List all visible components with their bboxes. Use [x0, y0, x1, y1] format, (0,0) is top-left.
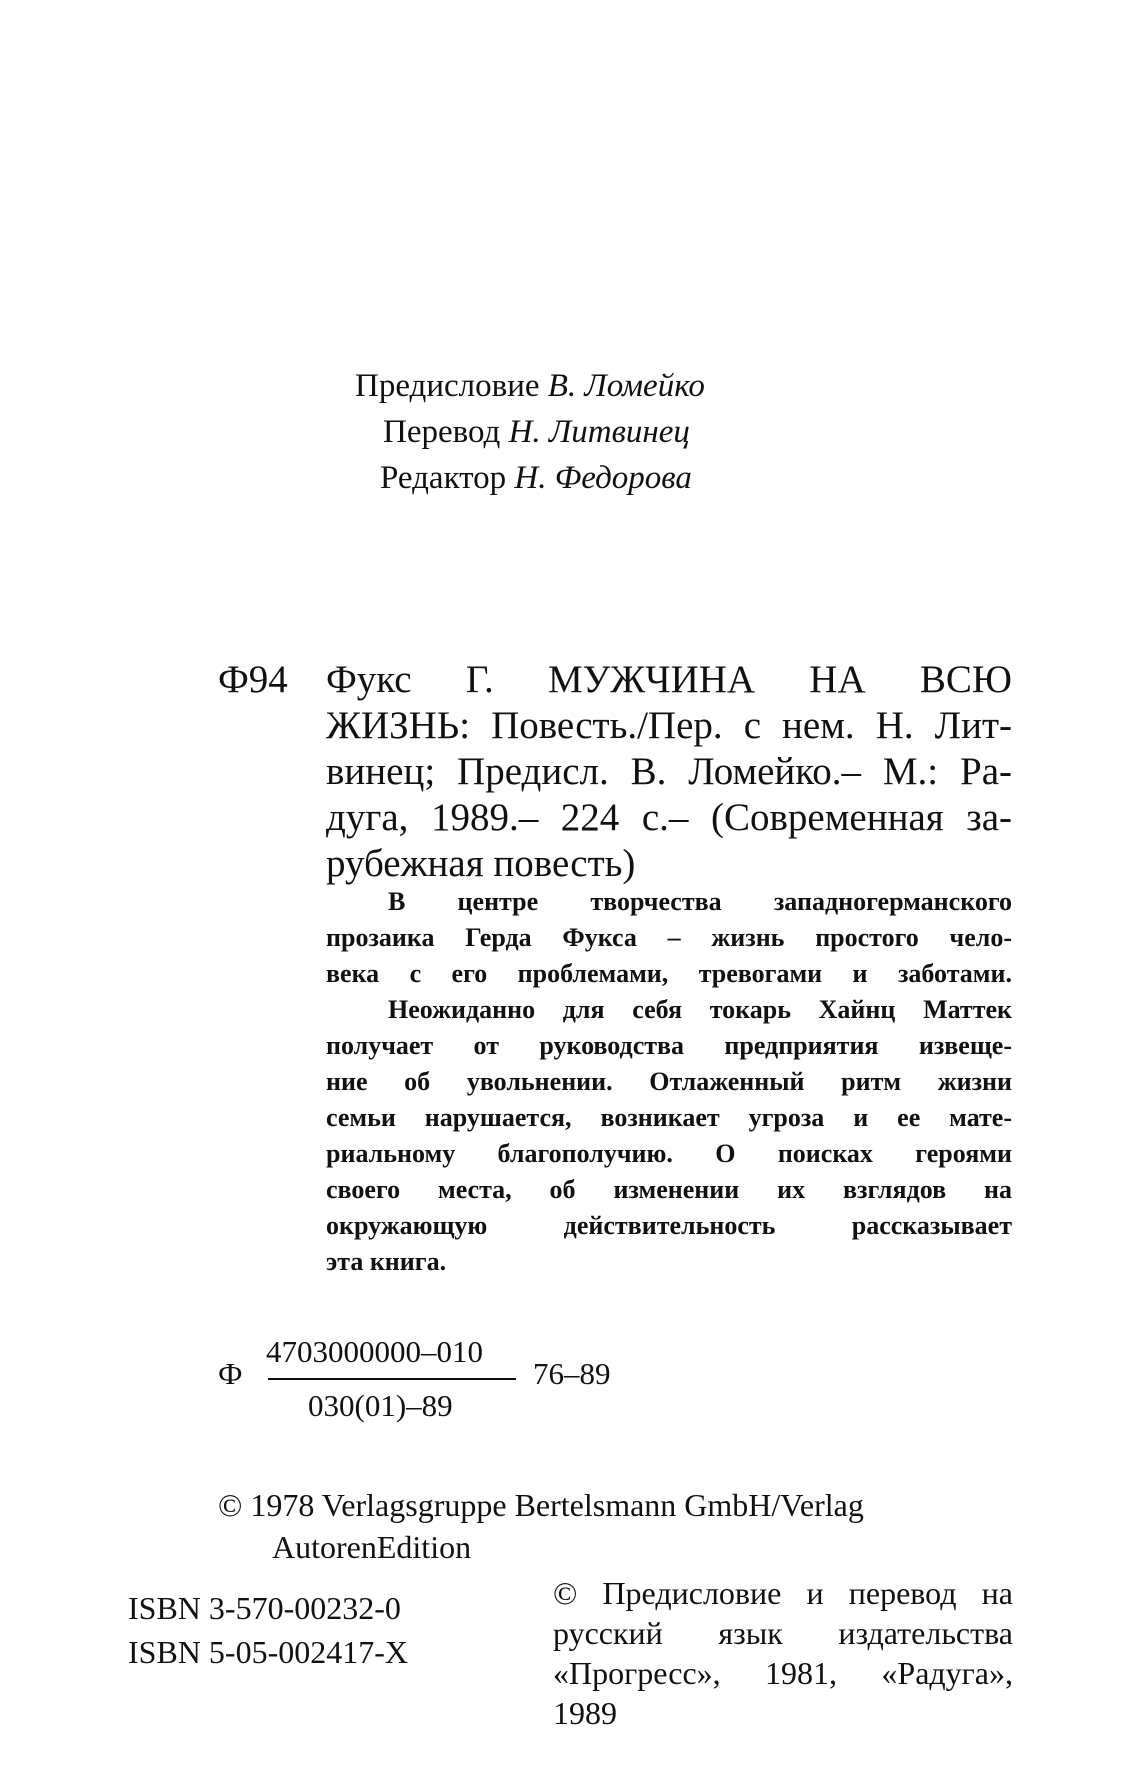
- editor-credit: [355, 455, 705, 501]
- abstract-line: Неожиданно для себя токарь Хайнц Маттек: [388, 995, 1012, 1024]
- copyright-original-line: © 1978 Verlagsgruppe Bertelsmann GmbH/Verlag: [218, 1487, 864, 1523]
- copyright-russian-line: русский язык издательства: [553, 1615, 1013, 1651]
- index-denominator: 030(01)–89: [308, 1388, 453, 1423]
- abstract-line: эта книга.: [326, 1247, 447, 1276]
- translation-label: Перевод: [383, 414, 501, 450]
- catalog-code: Ф94: [218, 658, 288, 701]
- isbn-line: ISBN 5-05-002417-X: [128, 1634, 408, 1670]
- preface-label: Предисловие: [355, 368, 540, 404]
- fraction-bar: [268, 1378, 516, 1380]
- bibliographic-entry: [326, 657, 1012, 887]
- abstract-line: ние об увольнении. Отлаженный ритм жизни: [326, 1067, 1012, 1096]
- copyright-original-line: AutorenEdition: [272, 1529, 472, 1565]
- abstract-line: своего места, об изменении их взглядов на: [326, 1175, 1012, 1204]
- credits-block: [355, 363, 705, 501]
- entry-line: ЖИЗНЬ: Повесть./Пер. с нем. Н. Лит-: [326, 704, 1012, 747]
- book-abstract: [326, 884, 1012, 1280]
- abstract-line: риальному благополучию. О поисках героями: [326, 1139, 1012, 1168]
- entry-line: рубежная повесть): [326, 842, 636, 885]
- index-letter: Ф: [218, 1356, 243, 1391]
- editor-name: Н. Федорова: [514, 460, 692, 496]
- isbn-block: [128, 1586, 408, 1674]
- abstract-line: окружающую действительность рассказывает: [326, 1211, 1012, 1240]
- entry-line: винец; Предисл. В. Ломейко.– М.: Ра-: [326, 750, 1012, 793]
- copyright-russian-line: 1989: [553, 1695, 617, 1731]
- preface-credit: [355, 363, 705, 409]
- copyright-russian-line: «Прогресс», 1981, «Радуга»,: [553, 1655, 1013, 1691]
- entry-line: дуга, 1989.– 224 с.– (Современная за-: [326, 796, 1012, 839]
- copyright-russian-line: © Предисловие и перевод на: [553, 1575, 1013, 1611]
- abstract-line: В центре творчества западногерманского: [388, 887, 1012, 916]
- entry-line: Фукс Г. МУЖЧИНА НА ВСЮ: [326, 658, 1012, 701]
- index-side-number: 76–89: [533, 1356, 611, 1391]
- abstract-line: века с его проблемами, тревогами и заботами.: [326, 959, 1012, 988]
- abstract-line: прозаика Герда Фукса – жизнь простого чело-: [326, 923, 1012, 952]
- copyright-original: [218, 1484, 864, 1568]
- abstract-line: получает от руководства предприятия извеще-: [326, 1031, 1012, 1060]
- isbn-line: ISBN 3-570-00232-0: [128, 1590, 401, 1626]
- index-numerator: 4703000000–010: [266, 1334, 483, 1369]
- preface-name: В. Ломейко: [547, 368, 705, 404]
- copyright-russian: [553, 1573, 1013, 1733]
- abstract-line: семьи нарушается, возникает угроза и ее мате-: [326, 1103, 1012, 1132]
- editor-label: Редактор: [380, 460, 507, 496]
- translation-credit: [355, 409, 705, 455]
- translation-name: Н. Литвинец: [508, 414, 690, 450]
